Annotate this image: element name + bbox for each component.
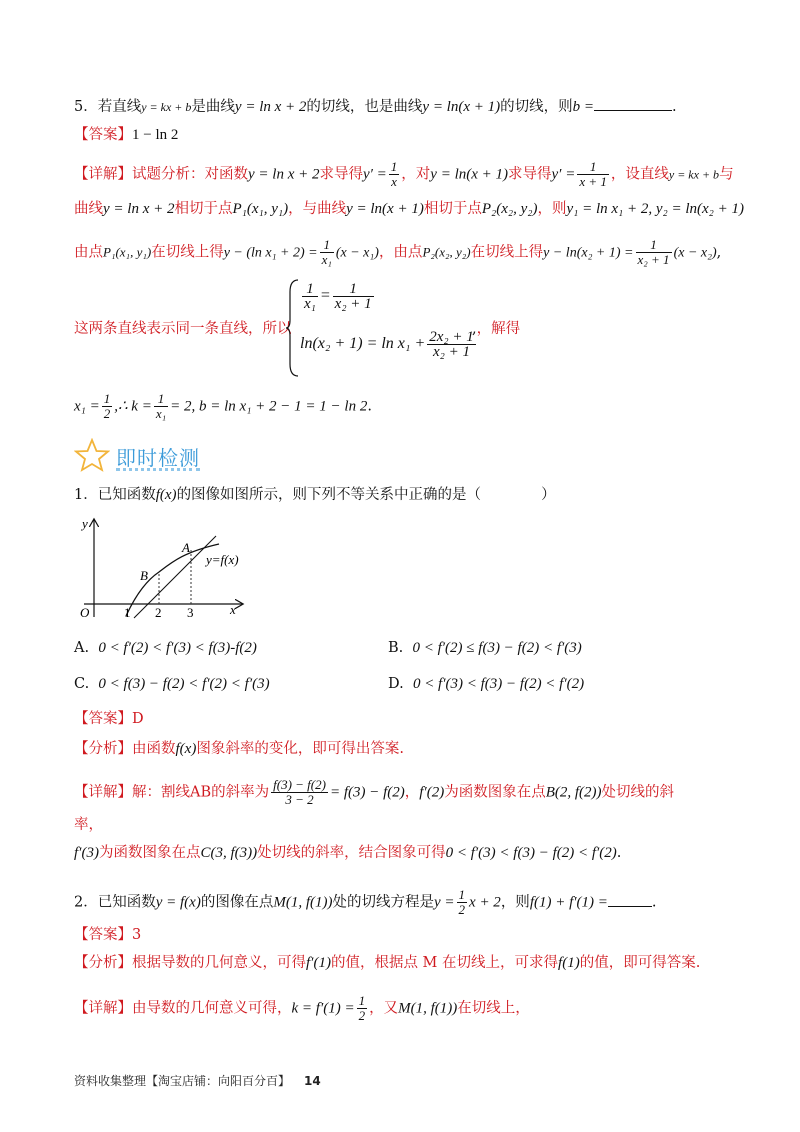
system-eq1: $\frac{1}{\text{x₁}}$ = $\frac{1}{\text{x₂ + 1}}$ xyxy=(304,281,372,312)
q2-analysis: 【分析】根据导数的几何意义，可得f′(1)的值，根据点 M 在切线上，可求得f(1)的值，即可得答案. xyxy=(74,955,701,971)
q1-stem: 1．已知函数f(x)的图像如图所示，则下列不等关系中正确的是（ ） xyxy=(74,487,556,503)
q1-detail-line3: f′(3)为函数图象在点C(3, f(3))处切线的斜率，结合图象可得0 < f′(3) < f(3) − f(2) < f′(2). xyxy=(74,845,622,861)
q1-detail-line2: 率， xyxy=(74,817,103,833)
curve-label: y=f(x) xyxy=(206,552,239,567)
origin-label: O xyxy=(80,605,90,619)
q1-detail-line1: 【详解】解：割线AB的斜率为 $\frac{f(3) - f(2)}{3 - 2}$ = f(3) − f(2)，f′(2)为函数图象在点B(2, f(2))处切线的斜 xyxy=(74,777,675,807)
section-underline xyxy=(116,468,200,471)
tick-2: 2 xyxy=(155,605,162,619)
q2-detail: 【详解】由导数的几何意义可得，k = f′(1) = $\frac{1}{2}$ ，又M(1, f(1))在切线上， xyxy=(74,993,530,1023)
q5-detail-line2: 曲线y = ln x + 2相切于点P₁(x₁, y₁)，与曲线y = ln(x + 1)相切于点P₂(x₂, y₂)，则y₁ = ln x₁ + 2, y₂ = ln(x₂ + 1) xyxy=(74,201,745,217)
q2-answer-blank[interactable] xyxy=(608,892,652,907)
q5-answer: 【答案】1 − ln 2 xyxy=(74,127,179,143)
page-footer: 资料收集整理【淘宝店铺：向阳百分百】 14 xyxy=(74,1074,321,1088)
option-d[interactable]: D. 0 < f′(3) < f(3) − f(2) < f′(2) xyxy=(388,676,585,692)
q2-answer: 【答案】3 xyxy=(74,927,142,943)
star-icon xyxy=(74,438,110,472)
option-c[interactable]: C. 0 < f(3) − f(2) < f′(2) < f′(3) xyxy=(74,676,270,692)
point-b-label: B xyxy=(140,568,148,583)
x-axis-label: x xyxy=(230,602,236,617)
q5-detail-line4: 这两条直线表示同一条直线，所以 xyxy=(74,321,292,337)
page-number: 14 xyxy=(304,1074,321,1088)
y-axis-label: y xyxy=(82,516,88,531)
system-eq2: ln(x₂ + 1) = ln x₁ + $\frac{\text{2x₂ + 1}}{\text{x₂ + 1}}$ xyxy=(300,329,474,360)
q5-answer-blank[interactable] xyxy=(594,96,672,111)
q1-graph xyxy=(74,514,254,619)
section-heading xyxy=(74,436,214,472)
q2-stem: 2．已知函数y = f(x)的图像在点M(1, f(1))处的切线方程是y = $\frac{1}{2}$ x + 2，则f(1) + f′(1) = . xyxy=(74,887,657,917)
q5-solve: ,，解得 xyxy=(472,321,521,337)
q5-stem: 5．若直线y = kx + b是曲线y = ln x + 2的切线，也是曲线y = ln(x + 1)的切线，则b = . xyxy=(74,96,740,118)
option-b[interactable]: B. 0 < f′(2) ≤ f(3) − f(2) < f′(3) xyxy=(388,640,582,656)
q1-analysis: 【分析】由函数f(x)图象斜率的变化，即可得出答案. xyxy=(74,741,404,757)
tick-1: 1 xyxy=(124,605,131,619)
brace-icon xyxy=(286,278,300,378)
point-a-label: A xyxy=(182,540,190,555)
q5-result: x₁ = $\frac{1}{2}$ ,∴ k = $\frac{1}{\text{x₁}}$ = 2, b = ln x₁ + 2 − 1 = 1 − ln 2. xyxy=(74,391,372,421)
q5-detail-line1: 【详解】试题分析：对函数y = ln x + 2求导得y′ = $\frac{1}{x}$ ，对y = ln(x + 1)求导得y′ = $\frac{1}{x + 1}$ ，设直线y = kx + b与 xyxy=(74,159,734,189)
tick-3: 3 xyxy=(187,605,194,619)
q1-answer: 【答案】D xyxy=(74,711,144,727)
option-a[interactable]: A. 0 < f′(2) < f′(3) < f(3)-f(2) xyxy=(74,640,257,656)
q5-detail-line3: 由点P₁(x₁, y₁)在切线上得y − (ln x₁ + 2) = $\frac{1}{\text{x₁}}$ (x − x₁)，由点P₂(x₂, y₂)在切线上得y − ln(x₂ + 1) = $\frac{1}{\text{x₂ + 1}}$ (x − x₂), xyxy=(74,237,722,267)
section-title: 即时检测 xyxy=(116,446,200,470)
